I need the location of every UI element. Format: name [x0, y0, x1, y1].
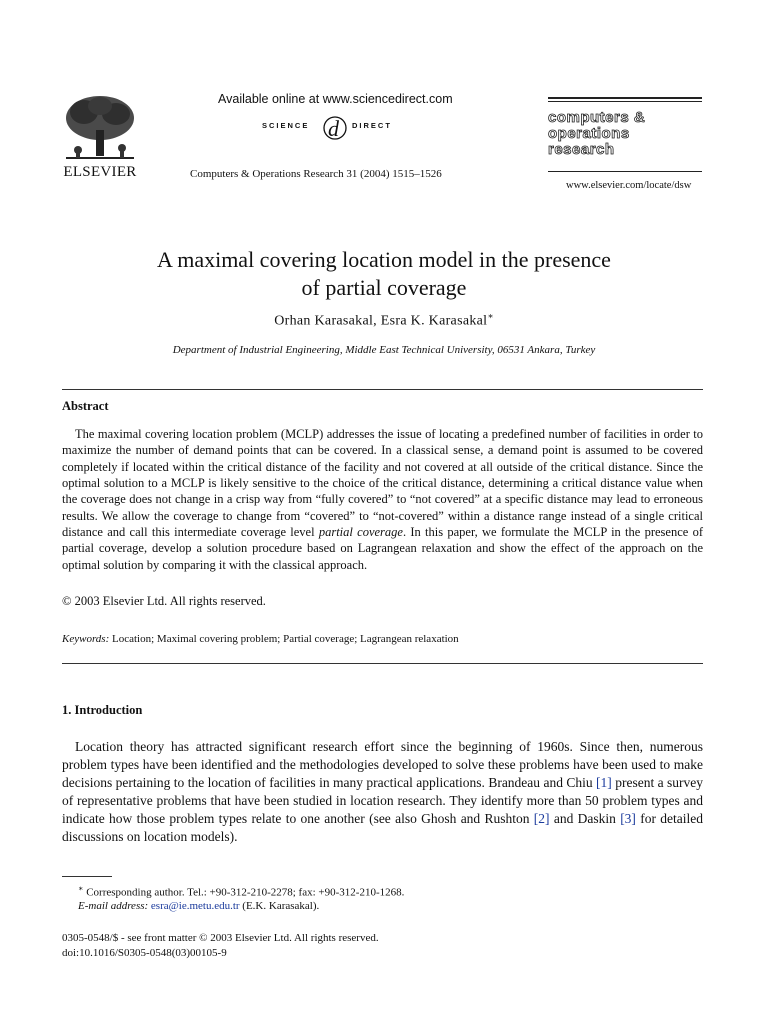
intro-text: present a survey of representative problems that have been studied in location research. They identify more than 50 problem types and indicate how those problem types relate to one another (see also Ghosh and Rushton	[62, 775, 704, 827]
journal-reference: Computers & Operations Research 31 (2004) 1515–1526	[190, 168, 442, 180]
abstract-text: . In this paper, we formulate the MCLP in the presence of partial coverage, develop a solution procedure based on Lagrangean relaxation and show the effect of the approach on the optimal solution by comparing it with the classical approach.	[62, 525, 703, 572]
sciencedirect-logo	[262, 110, 412, 144]
affiliation: Department of Industrial Engineering, Middle East Technical University, 06531 Ankara, Turkey	[172, 344, 596, 356]
journal-logo-line: operations	[548, 125, 630, 142]
abstract-body	[62, 426, 703, 573]
citation-link[interactable]: [2]	[533, 811, 550, 827]
journal-logo-rule	[548, 97, 702, 99]
authors	[0, 311, 768, 330]
publisher-name: ELSEVIER	[63, 164, 137, 180]
footnote-text: Corresponding author. Tel.: +90-312-210-2278; fax: +90-312-210-1268.	[86, 886, 405, 899]
author-names: Orhan Karasakal, Esra K. Karasakal	[274, 313, 488, 329]
abstract-heading: Abstract	[62, 399, 109, 413]
sd-logo-right: DIRECT	[352, 121, 392, 130]
footnote-mark: ∗	[78, 884, 84, 893]
email-link[interactable]: esra@ie.metu.edu.tr	[150, 900, 240, 912]
introduction-paragraph	[62, 738, 703, 847]
intro-text: and Daskin	[549, 811, 621, 827]
doi: doi:10.1016/S0305-0548(03)00105-9	[62, 947, 227, 959]
svg-text:d: d	[328, 116, 339, 141]
paper-title	[0, 246, 768, 302]
journal-logo-line: computers &	[548, 109, 646, 126]
intro-text: for detailed discussions on location models).	[62, 811, 703, 845]
intro-text: Location theory has attracted significant research effort since the beginning of 1960s. Since then, numerous problem types have been identified and the methodologies developed to solve these problems have been used to make decisions pertaining to the location of facilities in many practical applications. Brandeau and Chiu	[62, 739, 703, 791]
email-suffix: (E.K. Karasakal).	[239, 900, 320, 912]
section-heading: 1. Introduction	[62, 703, 143, 717]
abstract-copyright: © 2003 Elsevier Ltd. All rights reserved.	[62, 594, 266, 608]
journal-logo-rule	[548, 171, 702, 172]
divider	[62, 389, 703, 390]
title-line: A maximal covering location model in the presence	[157, 247, 611, 272]
abstract-italic: partial coverage	[318, 525, 403, 540]
journal-logo-rule	[548, 101, 702, 102]
footnote-email	[78, 900, 319, 912]
footnote-corresponding	[78, 884, 404, 899]
sd-logo-left: SCIENCE	[262, 121, 310, 130]
author-mark: ∗	[487, 311, 494, 321]
journal-url[interactable]: www.elsevier.com/locate/dsw	[566, 180, 692, 191]
front-matter: 0305-0548/$ - see front matter © 2003 Elsevier Ltd. All rights reserved.	[62, 932, 379, 944]
citation-link[interactable]: [1]	[596, 775, 612, 791]
journal-logo	[548, 110, 708, 158]
journal-logo-line: research	[548, 141, 615, 158]
sd-d-icon	[320, 110, 350, 144]
email-label: E-mail address:	[78, 900, 149, 912]
title-line: of partial coverage	[301, 275, 467, 300]
keywords-label: Keywords:	[62, 633, 110, 645]
divider	[62, 663, 703, 664]
available-online-text: Available online at www.sciencedirect.com	[218, 92, 453, 106]
abstract-text: The maximal covering location problem (MCLP) addresses the issue of locating a predefined number of facilities in order to maximize the number of demand points that can be covered. In a classical sense, a demand point is assumed to be covered completely if located within the critical distance of the facility and not covered at all outside of the critical distance. Since the optimal solution to a MCLP is likely sensitive to the choice of the critical distance, determining a critical distance value when the coverage does not change in a crisp way from “fully covered” to “not covered” at a specific distance may lead to erroneous results. We allow the coverage to change from “covered” to “not-covered” within a distance range instead of a single critical distance and call this intermediate coverage level	[62, 427, 703, 540]
elsevier-logo	[60, 92, 140, 182]
keywords-values: Location; Maximal covering problem; Partial coverage; Lagrangean relaxation	[112, 633, 459, 645]
keywords	[62, 633, 459, 645]
citation-link[interactable]: [3]	[620, 811, 636, 827]
footnote-rule	[62, 876, 112, 877]
